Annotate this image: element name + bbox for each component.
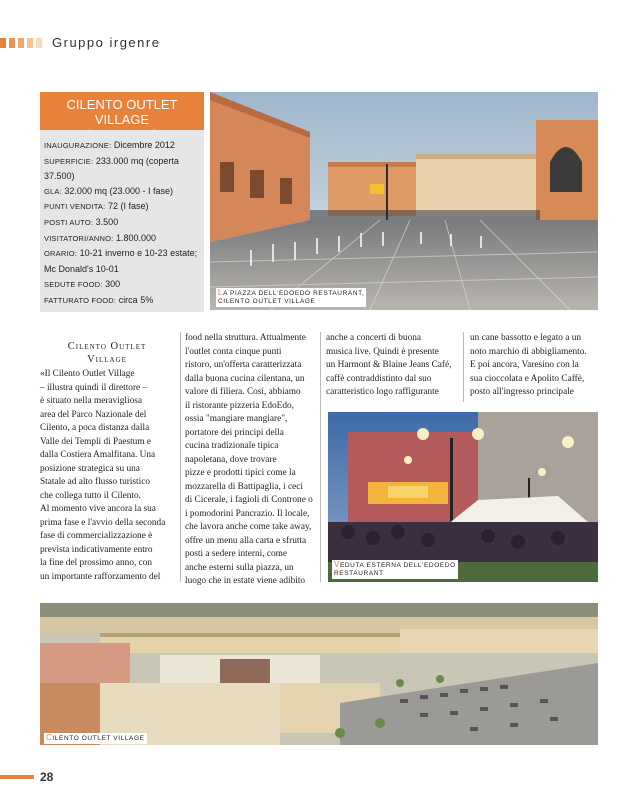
text-line: che collega tutto il Cilento. bbox=[40, 490, 141, 501]
fact-value: circa 5% bbox=[118, 294, 154, 305]
fact-value: 72 (I fase) bbox=[107, 201, 149, 212]
text-line: anche esterni sulla piazza, un bbox=[185, 562, 294, 573]
infobox-title-line1: CILENTO OUTLET VILLAGE bbox=[66, 97, 178, 127]
fact-key: ORARIO: bbox=[44, 249, 78, 259]
text-line: un cane bassotto e legato a un bbox=[470, 333, 582, 343]
text-line: fase di commercializzazione è bbox=[40, 531, 153, 541]
fact-value: 300 bbox=[105, 279, 121, 290]
text-line: prima fase e l'avvio della seconda bbox=[40, 517, 166, 528]
column-divider bbox=[320, 332, 321, 582]
fact-value: 1.800.000 bbox=[115, 232, 157, 243]
fact-row bbox=[44, 199, 200, 215]
text-line: posti a sedere interni, come bbox=[185, 549, 287, 559]
fact-key: GLA: bbox=[44, 186, 62, 196]
text-line: l'outlet conta cinque punti bbox=[185, 346, 282, 357]
text-line: area del Parco Nazionale del bbox=[40, 409, 147, 420]
text-line: luogo che in estate viene adibito bbox=[185, 576, 306, 586]
text-line: posto all'ingresso principale bbox=[470, 387, 574, 397]
text-line: il ristorante pizzeria EdoEdo, bbox=[185, 400, 294, 411]
text-line: ristoro, un'offerta caratterizzata bbox=[185, 360, 302, 370]
fact-row bbox=[44, 277, 200, 293]
fact-key: SEDUTE FOOD: bbox=[44, 280, 103, 290]
photo-caption bbox=[44, 733, 147, 744]
fact-row bbox=[44, 262, 200, 278]
text-line: cucina tradizionale tipica bbox=[185, 441, 279, 451]
fact-row bbox=[44, 154, 200, 184]
text-line: Al momento vive ancora la sua bbox=[40, 504, 156, 514]
text-line: food nella struttura. Attualmente bbox=[185, 333, 306, 343]
text-line: musica live. Quindi è presente bbox=[326, 346, 439, 357]
header-square bbox=[36, 38, 42, 48]
text-line: anche a concerti di buona bbox=[326, 333, 421, 343]
article-column-2 bbox=[185, 332, 315, 589]
piazza-illustration bbox=[210, 92, 598, 310]
fact-value: Mc Donald's 10-01 bbox=[44, 263, 119, 274]
text-line: posizione strategica su una bbox=[40, 463, 140, 474]
text-line: Statale ad alto flusso turistico bbox=[40, 477, 150, 487]
text-line: è situato nella meravigliosa bbox=[40, 396, 142, 406]
caption-line: CILENTO OUTLET VILLAGE bbox=[46, 733, 145, 742]
section-title-line: Cilento Outlet bbox=[67, 341, 147, 352]
article-column-4 bbox=[470, 332, 598, 400]
text-line: di Cicerale, i fagioli di Controne o bbox=[185, 495, 313, 505]
photo-aerial bbox=[40, 603, 598, 745]
text-line: E poi ancora, Varesino con la bbox=[470, 360, 579, 370]
photo-caption bbox=[216, 288, 366, 307]
text-line: valore di filiera. Così, abbiamo bbox=[185, 387, 301, 397]
esterna-illustration bbox=[328, 412, 598, 582]
fact-key: SUPERFICIE: bbox=[44, 156, 94, 166]
fact-value: 10-21 inverno e 10-23 estate; bbox=[79, 248, 198, 259]
article-column-3 bbox=[326, 332, 458, 400]
footer-accent-bar bbox=[0, 775, 34, 779]
fact-value: Dicembre 2012 bbox=[113, 140, 175, 150]
column-divider bbox=[180, 332, 181, 582]
infobox-title bbox=[40, 92, 204, 130]
fact-row bbox=[44, 215, 200, 231]
fact-row bbox=[44, 293, 200, 309]
caption-line: LA PIAZZA DELL'EDOEDO RESTAURANT, bbox=[218, 288, 365, 297]
fact-key: POSTI AUTO: bbox=[44, 217, 94, 227]
section-title-line: Village bbox=[87, 354, 127, 365]
text-line: caffè contraddistinto dal suo bbox=[326, 373, 432, 384]
text-line: la fine del prossimo anno, con bbox=[40, 558, 153, 568]
text-line: caratteristico logo raffigurante bbox=[326, 387, 439, 397]
page-number: 28 bbox=[40, 770, 54, 784]
header-square bbox=[9, 38, 15, 48]
text-line: Cilento, a poca distanza dalla bbox=[40, 423, 150, 433]
column-divider bbox=[463, 332, 464, 402]
fact-value: 32.000 mq (23.000 - I fase) bbox=[64, 185, 173, 196]
section-header: Gruppo irgenre bbox=[52, 35, 161, 50]
fact-key: INAUGURAZIONE: bbox=[44, 141, 112, 150]
photo-esterna bbox=[328, 412, 598, 582]
header-square bbox=[27, 38, 33, 48]
fact-key: PUNTI VENDITA: bbox=[44, 202, 106, 212]
caption-line: VEDUTA ESTERNA DELL'EDOEDO bbox=[334, 560, 456, 569]
text-line: dalla Costiera Amalfitana. Una bbox=[40, 450, 156, 460]
text-line: sua cioccolata e Apolito Caffè, bbox=[470, 373, 585, 384]
fact-value: 233.000 mq (coperta 37.500) bbox=[44, 155, 179, 182]
header-square bbox=[18, 38, 24, 48]
article-column-1 bbox=[40, 368, 174, 584]
fact-value: 3.500 bbox=[95, 216, 119, 227]
fact-row bbox=[44, 246, 200, 262]
header-square bbox=[0, 38, 6, 48]
text-line: un Harmont & Blaine Jeans Café, bbox=[326, 360, 452, 370]
fact-row bbox=[44, 231, 200, 247]
infobox-facts bbox=[40, 130, 204, 312]
photo-piazza bbox=[210, 92, 598, 310]
section-title bbox=[40, 340, 174, 366]
fact-row bbox=[44, 138, 200, 154]
text-line: un importante rafforzamento del bbox=[40, 571, 161, 582]
fact-key: VISITATORI/ANNO: bbox=[44, 233, 114, 243]
fact-key: FATTURATO FOOD: bbox=[44, 295, 117, 305]
text-line: mozzarella di Battipaglia, i ceci bbox=[185, 481, 303, 492]
caption-line: RESTAURANT bbox=[334, 570, 384, 577]
aerial-illustration bbox=[40, 603, 598, 745]
text-line: noto marchio di abbigliamento. bbox=[470, 346, 587, 357]
fact-row bbox=[44, 184, 200, 200]
text-line: che lavora anche come take away, bbox=[185, 522, 312, 532]
text-line: – illustra quindi il direttore – bbox=[40, 382, 148, 393]
text-line: prevista indicativamente entro bbox=[40, 544, 153, 555]
text-line: ossia "mangiare mangiare", bbox=[185, 414, 288, 424]
text-line: «Il Cilento Outlet Village bbox=[40, 369, 135, 379]
text-line: dalla buona cucina cilentana, un bbox=[185, 373, 305, 384]
text-line: portatore dei principi della bbox=[185, 427, 284, 438]
text-line: Valle dei Templi di Paestum e bbox=[40, 436, 151, 447]
text-line: napoletana, dove trovare bbox=[185, 454, 277, 465]
text-line: pizze e prodotti tipici come la bbox=[185, 468, 296, 478]
photo-caption bbox=[332, 560, 458, 579]
text-line: offre un menu alla carta e sfrutta bbox=[185, 535, 307, 546]
text-line: i pomodorini Pancrazio. Il locale, bbox=[185, 508, 310, 519]
caption-line: CILENTO OUTLET VILLAGE bbox=[218, 298, 316, 305]
header-color-squares bbox=[0, 38, 42, 48]
